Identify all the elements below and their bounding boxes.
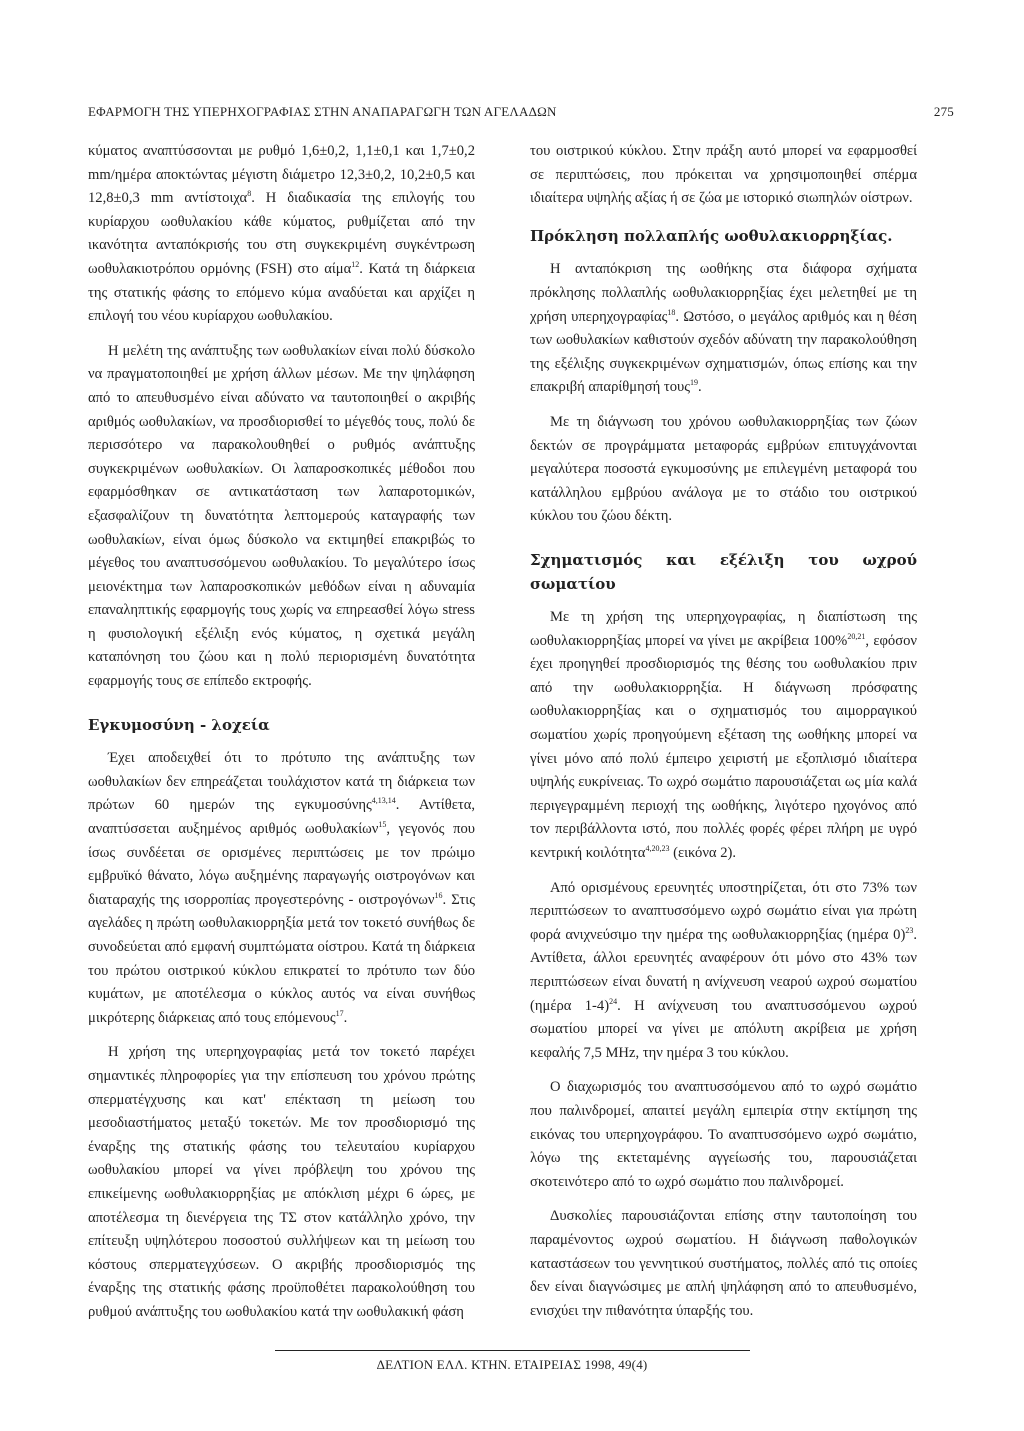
citation: 17 — [335, 1008, 344, 1018]
citation: 16 — [434, 890, 443, 900]
citation: 4,20,23 — [645, 844, 670, 854]
paragraph: κύματος αναπτύσσονται με ρυθμό 1,6±0,2, 1,1±0,1 και 1,7±0,2 mm/ημέρα αποκτώντας μέγιστη διάμετρο 12,3±0,2, 10,2±0,5 και 12,8±0,3 mm αντίστοιχα$^8$. Η διαδικασία της επιλογής του κυρίαρχου ωοθυλακίου κάθε κύματος, ρυθμίζεται από την ικανότητα ανταπόκρισής του στη συγκεκριμένη συγκέντρωση ωοθυλακιοτρόπου ορμόνης (FSH) στο αίμα$^{12}$. Κατά τη διάρκεια της στατικής φάσης το επόμενο κύμα αναδύεται και αρχίζει η επιλογή του νέου κυρίαρχου ωοθυλακίου. — [88, 143, 475, 325]
citation: 19 — [690, 378, 699, 388]
page-number: 275 — [933, 104, 954, 119]
citation: 4,13,14 — [371, 796, 396, 806]
running-header — [88, 104, 954, 126]
running-title: ΕΦΑΡΜΟΓΗ ΤΗΣ ΥΠΕΡΗΧΟΓΡΑΦΙΑΣ ΣΤΗΝ ΑΝΑΠΑΡΑΓΩΓΗ ΤΩΝ ΑΓΕΛΑΔΩΝ — [88, 104, 557, 119]
citation: 24 — [609, 996, 618, 1006]
citation: 8 — [247, 189, 252, 199]
citation: 12 — [351, 260, 360, 270]
citation: 15 — [378, 820, 387, 830]
paragraph: Ο διαχωρισμός του αναπτυσσόμενου από το ωχρό σωμάτιο που παλινδρομεί, απαιτεί μεγάλη εμπειρία στην εκτίμηση της εικόνας του υπερηχογράφου. Το αναπτυσσόμενο ωχρό σωμάτιο, λόγω της εκτεταμένης αγγείωσής του, παρουσιάζεται σκοτεινότερο από το ωχρό σωμάτιο που παλινδρομεί. — [530, 1079, 917, 1190]
section-heading: Εγκυμοσύνη - λοχεία — [88, 715, 270, 734]
paragraph: Η ανταπόκριση της ωοθήκης στα διάφορα σχήματα πρόκλησης πολλαπλής ωοθυλακιορρηξίας έχει μελετηθεί με τη χρήση υπερηχογραφίας$^{18}$. Ωστόσο, ο μεγάλος αριθμός και η θέση των ωοθυλακίων καθιστούν σχεδόν αδύνατη την παρακολούθηση της εξέλιξης συγκεκριμένων σχηματισμών, όπως επίσης και την επακριβή απαρίθμησή τους$^{19}$. — [530, 261, 918, 396]
paragraph: του οιστρικού κύκλου. Στην πράξη αυτό μπορεί να εφαρμοσθεί σε περιπτώσεις, που πρόκειται να χρησιμοποιηθεί σπέρμα ιδιαίτερα υψηλής αξίας ή σε ζώα με ιστορικό σιωπηλών οίστρων. — [530, 143, 917, 207]
citation: 23 — [905, 925, 914, 935]
paragraph: Με τη χρήση της υπερηχογραφίας, η διαπίστωση της ωοθυλακιορρηξίας μπορεί να γίνει με ακρίβεια 100%$^{20,21}$, εφόσον έχει προηγηθεί προσδιορισμός της θέσης του ωοθυλακίου πριν από την ωοθυλακιορρηξία. Η διάγνωση πρόσφατης ωοθυλακιορρηξίας και ο σχηματισμός του αιμορραγικού σωματίου χωρίς προηγούμενη εξέταση της ωοθήκης μπορεί να γίνει μόνο από πολύ έμπειρο χειριστή με εξοπλισμό ιδιαίτερα υψηλής ευκρίνειας. Το ωχρό σωμάτιο παρουσιάζεται ως μία καλά περιγεγραμμένη περιοχή της ωοθήκης, λιγότερο ηχογόνος από τον περιβάλλοντα ιστό, που πολλές φορές φέρει πλήρη με υγρό κεντρική κοιλότητα$^{4,20,23}$ (εικόνα 2). — [530, 609, 917, 862]
paragraph: Έχει αποδειχθεί ότι το πρότυπο της ανάπτυξης των ωοθυλακίων δεν επηρεάζεται τουλάχιστον κατά τη διάρκεια των πρώτων 60 ημερών της εγκυμοσύνης$^{4,13,14}$. Αντίθετα, αναπτύσσεται αυξημένος αριθμός ωοθυλακίων$^{15}$, γεγονός που ίσως συνδέεται σε ορισμένες περιπτώσεις με τον πρώιμο εμβρυϊκό θάνατο, λόγω αυξημένης παραγωγής οιστρογόνων και διαταραχής της ισορροπίας προγεστερόνης - οιστρογόνων$^{16}$. Στις αγελάδες η πρώτη ωοθυλακιορρηξία μετά τον τοκετό συνήθως δε συνοδεύεται από εμφανή συμπτώματα οίστρου. Κατά τη διάρκεια του πρώτου οιστρικού κύκλου επικρατεί το πρότυπο των δύο κυμάτων, με αποτέλεσμα ο κύκλος αυτός να είναι συνήθως μικρότερης διάρκειας από τους επόμενους$^{17}$. — [88, 750, 475, 1026]
paragraph: Από ορισμένους ερευνητές υποστηρίζεται, ότι στο 73% των περιπτώσεων το αναπτυσσόμενο ωχρό σωμάτιο είναι για πρώτη φορά ανιχνεύσιμο την ημέρα της ωοθυλακιορρηξίας (ημέρα 0)$^{23}$. Αντίθετα, άλλοι ερευνητές αναφέρουν ότι μόνο στο 43% των περιπτώσεων είναι δυνατή η ανίχνευση νεαρού ωχρού σωματίου (ημέρα 1-4)$^{24}$. Η ανίχνευση του αναπτυσσόμενου ωχρού σωματίου μπορεί να γίνει με απόλυτη ακρίβεια με χρήση κεφαλής 7,5 MHz, την ημέρα 3 του κύκλου. — [530, 879, 917, 1061]
paragraph: Δυσκολίες παρουσιάζονται επίσης στην ταυτοποίηση του παραμένοντος ωχρού σωματίου. Η διάγνωση παθολογικών καταστάσεων του γεννητικού συστήματος, πολλές από τις οποίες δεν είναι διαγνώσιμες με απλή ψηλάφηση από το απευθυσμένο, ενισχύει την πιθανότητα ύπαρξής του. — [530, 1208, 917, 1319]
section-heading: Σχηματισμός και εξέλιξη του ωχρού σωματίου — [530, 550, 917, 593]
citation: 20,21 — [847, 631, 866, 641]
paragraph: Η χρήση της υπερηχογραφίας μετά τον τοκετό παρέχει σημαντικές πληροφορίες για την επίσπευση του χρόνου πρώτης σπερματέγχυσης και κατ' επέκταση τη μείωση του μεσοδιαστήματος μεταξύ τοκετών. Με τον προσδιορισμό της έναρξης της στατικής φάσης του τελευταίου κυρίαρχου ωοθυλακίου μπορεί να γίνει πρόβλεψη του χρόνου της επικείμενης ωοθυλακιορρηξίας με απόκλιση μέχρι 6 ώρες, με αποτέλεσμα τη διενέργεια της ΤΣ στον κατάλληλο χρόνο, την επίτευξη υψηλότερου ποσοστού συλλήψεων και τη μείωση του κόστους σπερματεγχύσεων. Ο ακριβής προσδιορισμός της έναρξης της στατικής φάσης προϋποθέτει παρακολούθηση του ρυθμού ανάπτυξης του ωοθυλακίου κατά την ωοθυλακική φάση — [88, 1044, 475, 1320]
journal-footer: ΔΕΛΤΙΟΝ ΕΛΛ. ΚΤΗΝ. ΕΤΑΙΡΕΙΑΣ 1998, 49(4) — [376, 1357, 648, 1372]
section-heading: Πρόκληση πολλαπλής ωοθυλακιορρηξίας. — [530, 226, 893, 245]
paragraph: Η μελέτη της ανάπτυξης των ωοθυλακίων είναι πολύ δύσκολο να πραγματοποιηθεί με χρήση άλλων μέσων. Με την ψηλάφηση από το απευθυσμένο είναι αδύνατο να ταυτοποιηθεί ο ακριβής αριθμός ωοθυλακίων, να προσδιορισθεί το μέγεθός τους, πολύ δε περισσότερο να παρακολουθηθεί ο ρυθμός ανάπτυξης συγκεκριμένων ωοθυλακίων. Οι λαπαροσκοπικές μέθοδοι που εφαρμόσθηκαν σε αντικατάσταση των λαπαροτομικών, εξασφαλίζουν τη δυνατότητα λεπτομερούς καταγραφής των ωοθυλακίων, είναι όμως δύσκολο να εκτιμηθεί επακριβώς το μέγεθος του αναπτυσσόμενου ωοθυλακίου. Το μεγαλύτερο ίσως μειονέκτημα των λαπαροσκοπικών μεθόδων είναι η αδυναμία επαναληπτικής εφαρμογής τους χωρίς να επηρεασθεί λόγω stress η φυσιολογική εξέλιξη ενός κύματος, η σχετικά μεγάλη καταπόνηση του ζώου και η πολύ περιορισμένη δυνατότητα εφαρμογής τους σε επίπεδο εκτροφής. — [88, 342, 475, 690]
citation: 18 — [667, 307, 676, 317]
paragraph: Με τη διάγνωση του χρόνου ωοθυλακιορρηξίας των ζώων δεκτών σε προγράμματα μεταφοράς εμβρύων επιτυγχάνονται μεγαλύτερα ποσοστά εγκυμοσύνης με επιλεγμένη μεταφορά του κατάλληλου εμβρύου ανάλογα με το στάδιο του οιστρικού κύκλου του ζώου δέκτη. — [530, 413, 917, 525]
right-column — [530, 140, 917, 1334]
footer-rule — [275, 1350, 750, 1351]
left-column — [88, 140, 475, 1336]
